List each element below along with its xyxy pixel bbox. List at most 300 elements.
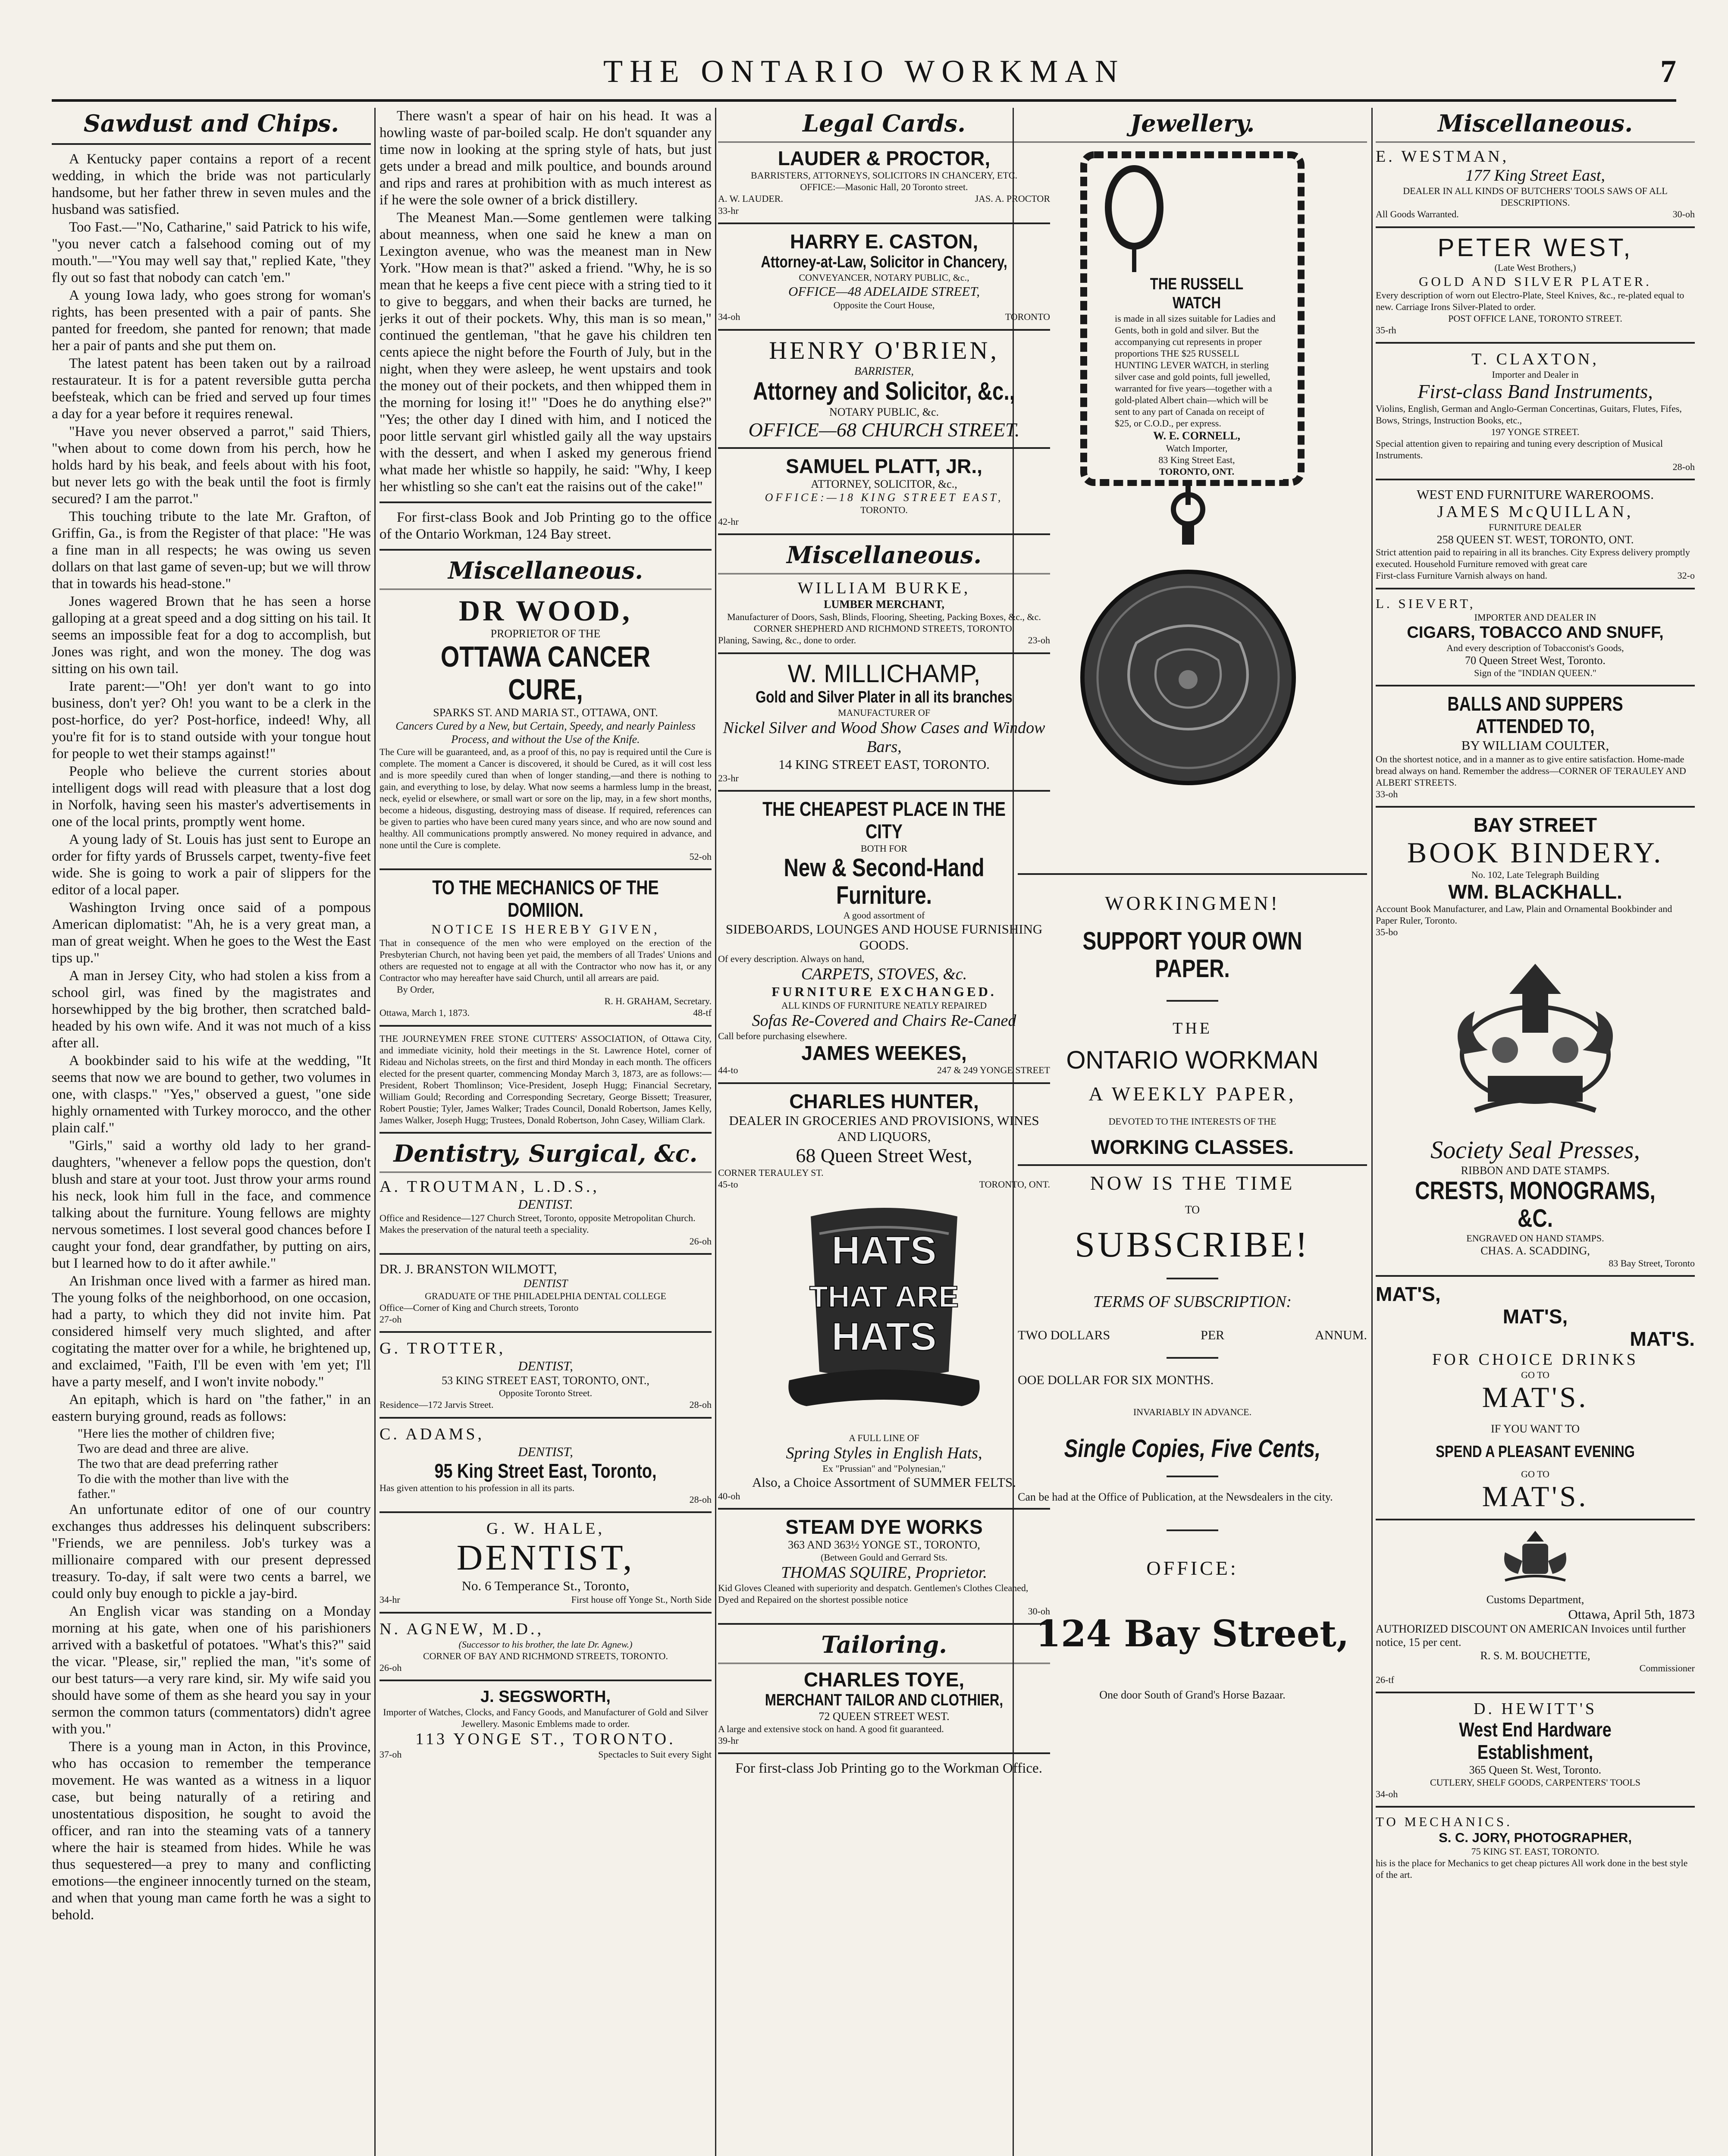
ad-code: 33-hr — [718, 205, 739, 216]
ad-address: 363 AND 363½ YONGE ST., TORONTO, — [788, 1539, 980, 1551]
divider — [379, 1417, 712, 1419]
ad-line: BARRISTERS, ATTORNEYS, SOLICITORS IN CHANCERY, ETC. — [751, 170, 1017, 181]
column-rule — [374, 108, 376, 2156]
ad-address: 72 QUEEN STREET WEST. — [819, 1710, 950, 1723]
ad-body: And every description of Tobacconist's Goods, — [1446, 642, 1624, 653]
ad-line: FURNITURE EXCHANGED. — [771, 984, 997, 999]
ad-line: A good assortment of — [843, 910, 925, 921]
divider — [718, 652, 1050, 654]
ad-coulter — [1376, 693, 1695, 800]
column-4 — [1018, 108, 1367, 2156]
ad-name: E. WESTMAN, — [1376, 147, 1509, 166]
ad-line: NOTARY PUBLIC, &c. — [829, 406, 939, 418]
ad-line: JAS. A. PROCTOR — [975, 193, 1050, 204]
ad-code: 27-oh — [379, 1314, 402, 1325]
ad-troutman — [379, 1177, 712, 1247]
ad-line: BY WILLIAM COULTER, — [1461, 738, 1609, 753]
ad-address: 70 Queen Street West, Toronto. — [1465, 654, 1606, 667]
ad-signature: R. S. M. BOUCHETTE, — [1480, 1649, 1590, 1662]
terms-row — [1018, 1327, 1367, 1344]
epitaph-line: To die with the mother than live with the — [78, 1472, 289, 1486]
ad-name: CHARLES HUNTER, — [789, 1090, 979, 1112]
divider — [718, 1663, 1050, 1664]
ad-line: All Goods Warranted. — [1376, 209, 1459, 219]
section-heading: Dentistry, Surgical, &c. — [393, 1140, 698, 1167]
ad-line: Planing, Sawing, &c., done to order. — [718, 635, 856, 646]
article-paragraph: Irate parent:—"Oh! yer don't want to go into business, don't yer? Oh! you want to be a clerk in the post-horfice, do yer? Post-horfice, indeed! Why, all you're fit for is to stand outside with your tongue hout for people to wet their stamps against!" — [52, 679, 371, 761]
ad-jory — [1376, 1814, 1695, 1880]
promo-line: TERMS OF SUBSCRIPTION: — [1093, 1293, 1292, 1311]
epitaph-line: Two are dead and three are alive. — [78, 1442, 249, 1456]
article-paragraph: An Irishman once lived with a farmer as hired man. The young folks of the neighborhood, on one occasion, had a party, to which they did not invite him. Pat considered himself very much slighted, and after cogitating the matter over for a while, he brightened up, and exclaimed, "Faith, I'll be even with 'em yet; I'll have a party meself, and I won't invite nobody." — [52, 1273, 371, 1390]
divider — [718, 533, 1050, 535]
divider — [1376, 685, 1695, 686]
ad-segsworth — [379, 1687, 712, 1761]
ad-code: 39-hr — [718, 1735, 739, 1746]
divider — [1167, 1529, 1218, 1531]
ad-address: OFFICE:—18 KING STREET EAST, — [765, 491, 1004, 504]
ad-line: Nickel Silver and Wood Show Cases and Window Bars, — [723, 719, 1045, 756]
divider — [1167, 1000, 1218, 1002]
ad-line: PROPRIETOR OF THE — [490, 627, 601, 640]
ad-headline: BALLS AND SUPPERS ATTENDED TO, — [1447, 693, 1623, 737]
ad-code: 40-oh — [718, 1491, 740, 1501]
ad-steam-dye — [718, 1516, 1050, 1617]
article-paragraph: "Have you never observed a parrot," said Thiers, "when about to come down from his perch, how he holds hard by his beak, and feels about with his foot, but never lets go with the beak until the foot is firmly secured? I am the parrot." — [52, 424, 371, 507]
article-paragraph: Too Fast.—"No, Catharine," said Patrick to his wife, "you never catch a falsehood coming out of my mouth."—"You may well say that," replied Kate, "they fly out so fast that nobody can catch 'em." — [52, 219, 371, 285]
ad-line: FURNITURE DEALER — [1489, 522, 1582, 533]
ad-name: THE RUSSELL WATCH — [1150, 275, 1244, 312]
ad-headline: DENTIST, — [456, 1538, 635, 1578]
ad-body: is made in all sizes suitable for Ladies and Gents, both in gold and silver. But the accompanying cut represents in proper proportions THE $25 RUSSELL HUNTING LEVER WATCH, in sterling silver case and gold points, full jewelled, warranted for five years—together with a gold-plated Albert chain—which will be sent to any part of Canada on receipt of $25, or C.O.D., per express. — [1115, 313, 1276, 429]
ad-address: CORNER OF BAY AND RICHMOND STREETS, TORONTO. — [423, 1651, 668, 1661]
ad-line: First house off Yonge St., North Side — [571, 1594, 712, 1605]
promo-line: A WEEKLY PAPER, — [1088, 1083, 1296, 1105]
ad-body: The Cure will be guaranteed, and, as a proof of this, no pay is required until the Cure is complete. The moment a Cancer is discovered, it should be Cured, as it will cost less and is more speedily cured than when of longer standing,—and there is nothing to gain, and everything to lose, by delay. What now seems a harmless lump in the breast, neck, eyelid or elsewhere, or small wart or sore on the lip, may, in a few short months, become a hideous, disgusting, destroying mass of disease. If required, references can be given to parties who have been cured many years since, and who are now sound and healthy. All communications promptly answered. No money required in advance, and none until the Cure is complete. — [379, 746, 712, 850]
ad-body: DEALER IN ALL KINDS OF BUTCHERS' TOOLS SAWS OF ALL DESCRIPTIONS. — [1403, 185, 1668, 208]
divider — [718, 329, 1050, 331]
ad-line: Of every description. Always on hand, — [718, 953, 865, 964]
ad-headline: MAT'S, — [1376, 1283, 1441, 1305]
seal-press-emblem-illustration — [1423, 946, 1647, 1128]
ad-claxton — [1376, 350, 1695, 473]
ad-headline: Society Seal Presses, — [1430, 1136, 1640, 1164]
ad-hewitt — [1376, 1699, 1695, 1800]
divider — [379, 1331, 712, 1333]
epitaph-line: father." — [78, 1487, 116, 1501]
ad-line: Opposite Toronto Street. — [499, 1388, 593, 1398]
royal-arms-icon — [1492, 1526, 1578, 1587]
promo-line: WORKINGMEN! — [1105, 892, 1280, 914]
ad-address: 68 Queen Street West, — [796, 1144, 972, 1166]
ad-headline: WEST END FURNITURE WAREROOMS. — [1417, 487, 1654, 502]
ad-address: 247 & 249 YONGE STREET — [937, 1065, 1050, 1075]
article-paragraph: An unfortunate editor of one of our country exchanges thus addresses his delinquent subscribers: "Friends, we are penniless. Job's turkey was a millionaire compared with our present depressed treasury. To-day, if salt were two cents a barrel, we could only buy enough to pickle a jay-bird. — [52, 1502, 371, 1601]
page-header-title: THE ONTARIO WORKMAN — [603, 54, 1125, 89]
column-rule — [715, 108, 716, 2156]
divider — [379, 1172, 712, 1173]
term-text: TWO DOLLARS — [1018, 1328, 1110, 1342]
ad-code: 30-oh — [1028, 1606, 1050, 1617]
promo-line: NOW IS THE TIME — [1090, 1172, 1295, 1194]
ad-line: By Order, — [397, 984, 435, 995]
article-paragraph: A young lady of St. Louis has just sent to Europe an order for fifty yards of Brussels carpet, twenty-five feet wide. She is going to work a pair of slippers for the editor of a local paper. — [52, 832, 371, 898]
ad-name: LAUDER & PROCTOR, — [778, 147, 991, 169]
ad-code: 34-oh — [1376, 1789, 1398, 1799]
ad-name: W. MILLICHAMP, — [787, 660, 981, 688]
ad-body: Special attention given to repairing and tuning every description of Musical Instruments. — [1376, 438, 1663, 461]
ad-name: WILLIAM BURKE, — [797, 579, 971, 597]
article-paragraph: An English vicar was standing on a Monday morning at his gate, when one of his parishioners arrived with a basketful of potatoes. "What's this?" said the vicar. "Please, sir," replied the man, "it's some of our best taturs—a very rare kind, sir. My wife said you should have some of them as she heard you say in your sermon the common taturs (commentators) didn't agree with you." — [52, 1604, 371, 1737]
ad-line: GRADUATE OF THE PHILADELPHIA DENTAL COLLEGE — [425, 1291, 666, 1301]
ad-line: A FULL LINE OF — [849, 1432, 919, 1443]
ad-body: Violins, English, German and Anglo-German Concertinas, Guitars, Flutes, Fifes, Bows, Strings, Instruction Books, etc., — [1376, 403, 1682, 426]
section-heading: Legal Cards. — [803, 110, 966, 137]
column-1 — [52, 108, 371, 2156]
ad-headline: Gold and Silver Plater in all its branches — [756, 688, 1013, 706]
ad-line: Also, a Choice Assortment of SUMMER FELTS. — [752, 1475, 1016, 1490]
ad-headline: MAT'S. — [1630, 1328, 1695, 1350]
ad-caston — [718, 230, 1050, 323]
ad-mcquillan — [1376, 486, 1695, 582]
ad-body: A large and extensive stock on hand. A good fit guaranteed. — [718, 1724, 944, 1734]
article-paragraph: A young Iowa lady, who goes strong for woman's rights, has been presented with a pair of pants. She panted for freedom, she panted for renown; that made her a pair of pants and she put them on. — [52, 288, 371, 354]
ad-line: TORONTO, ONT. — [1159, 466, 1235, 477]
ad-line: Sofas Re-Covered and Chairs Re-Caned — [752, 1012, 1016, 1030]
ad-address: OFFICE—68 CHURCH STREET. — [748, 419, 1020, 441]
ad-name: T. CLAXTON, — [1471, 350, 1599, 368]
section-heading: Tailoring. — [821, 1631, 947, 1658]
article-paragraph: The Meanest Man.—Some gentlemen were talking about meanness, when one said he knew a man on Lexington avenue, who was the meanest man in New York. "How mean is that?" asked a friend. "Why, he is so mean that he keeps a five cent piece with a string tied to it to give to beggars, and when their backs are turned, he jerks it out of their pockets. Why, this man is so mean," continued the gentleman, "that he gave his children ten cents apiece the night before the Fourth of July, but in the night, when they were asleep, he went upstairs and took the money out of their pockets, and then whipped them in the morning for losing it!" "Does he do anything else?" "Yes; the other day I dined with him, and I noticed the poor little servant girl whistled gaily all the way upstairs with the dessert, and when I asked my generous friend what made her whistle so happily, he said: "Why, I keep her whistling so she can't eat the raisins out of the cake!" — [379, 210, 712, 495]
ad-lauder-proctor — [718, 147, 1050, 216]
ad-code: 26-oh — [689, 1236, 712, 1247]
divider — [718, 1082, 1050, 1084]
ad-address: OFFICE—48 ADELAIDE STREET, — [788, 284, 980, 299]
article-paragraph: People who believe the current stories about intelligent dogs will read with pleasure that a lost dog in Norfolk, having seen his master's advertisements in one of the local prints, promptly went home. — [52, 764, 371, 830]
ad-name: CHARLES TOYE, — [803, 1668, 965, 1691]
watch-ad-text — [1110, 272, 1283, 480]
ad-headline: MERCHANT TAILOR AND CLOTHIER, — [765, 1691, 1004, 1709]
ad-body: Office—Corner of King and Church streets, Toronto — [379, 1302, 579, 1313]
divider — [1376, 141, 1695, 143]
ad-headline: Attorney-at-Law, Solicitor in Chancery, — [761, 253, 1007, 271]
promo-line: DEVOTED TO THE INTERESTS OF THE — [1108, 1116, 1276, 1127]
divider — [1376, 1692, 1695, 1693]
article-paragraph: "Girls," said a worthy old lady to her grand-daughters, "whenever a fellow pops the question, don't blush and stare at your toot. Just throw your arms round his neck, look him full in the face, and commence talking about the furniture. Young fellows are mighty nervous sometimes. I lost several good chances before I caught your fond, dear grandfather, by putting on airs, but I learned how to do it after awhile." — [52, 1138, 371, 1271]
promo-headline: Single Copies, Five Cents, — [1064, 1435, 1321, 1463]
ad-code: 32-o — [1677, 570, 1695, 581]
ad-line: GO TO — [1521, 1469, 1549, 1479]
ad-body: Strict attention paid to repairing in all its branches. City Express delivery promptly executed. Household Furniture removed with great care — [1376, 547, 1690, 569]
ad-name: D. HEWITT'S — [1473, 1700, 1597, 1718]
ad-date: Ottawa, April 5th, 1873 — [1568, 1607, 1695, 1622]
divider — [379, 1612, 712, 1614]
article-paragraph: Jones wagered Brown that he has seen a horse galloping at a great speed and a dog sitting on his tail. It seems an impossible feat for a dog to accomplish, but Jones was right, and won the money. The dog was sitting on his own tail. — [52, 594, 371, 677]
hat-word: HATS — [831, 1228, 937, 1272]
divider — [718, 1508, 1050, 1510]
divider — [718, 222, 1050, 224]
printing-notice: For first-class Job Printing go to the Workman Office. — [735, 1761, 1042, 1776]
ad-headline: Spring Styles in English Hats, — [786, 1444, 982, 1462]
ad-hale — [379, 1519, 712, 1606]
divider — [1018, 141, 1367, 143]
ad-address: 113 YONGE ST., TORONTO. — [415, 1730, 676, 1748]
section-heading: Sawdust and Chips. — [83, 110, 339, 137]
ad-line: Commissioner — [1639, 1663, 1695, 1673]
ad-wilmott — [379, 1261, 712, 1325]
ad-address: 14 KING STREET EAST, TORONTO. — [778, 757, 990, 772]
ad-line: IMPORTER AND DEALER IN — [1474, 612, 1596, 623]
ad-line: BOTH FOR — [860, 843, 908, 854]
article-paragraph: A bookbinder said to his wife at the wedding, "It seems that now we are bound to gether, two volumes in one, with clasps." "Yes," observed a guest, "one side highly ornamented with Turkey morocco, and the other plain calf." — [52, 1053, 371, 1136]
term-text: ANNUM. — [1315, 1328, 1367, 1342]
divider — [1376, 588, 1695, 589]
top-hat-illustration — [781, 1199, 988, 1423]
ad-body: That in consequence of the men who were employed on the erection of the Presbyterian Church, not having been yet paid, the members of all Trades' Unions and others are requested not to engage at all with the Contractor who now has it, or any Contractor who may hereafter have said Church, until all arrears are paid. — [379, 937, 712, 983]
ad-headline: New & Second-Hand Furniture. — [784, 854, 985, 909]
ad-code: 28-oh — [689, 1494, 712, 1505]
ad-body: On the shortest notice, and in a manner as to give entire satisfaction. Home-made bread always on hand. Remember the address—CORNER OF TERAULEY AND ALBERT STREETS. — [1376, 754, 1686, 788]
ad-line: (Successor to his brother, the late Dr. Agnew.) — [458, 1639, 633, 1650]
ad-obrien — [718, 337, 1050, 441]
ad-millichamp — [718, 660, 1050, 784]
ad-trotter — [379, 1339, 712, 1411]
ad-toye — [718, 1668, 1050, 1746]
ad-body: Every description of worn out Electro-Plate, Steel Knives, &c., re-plated equal to new. Carriage Irons Silver-Plated to order. — [1376, 290, 1684, 312]
ad-address: 95 King Street East, Toronto, — [434, 1460, 657, 1482]
subscription-promo — [1018, 892, 1367, 1702]
promo-title: ONTARIO WORKMAN — [1066, 1046, 1319, 1074]
article-paragraph: The latest patent has been taken out by a railroad restaurateur. It is for a patent reversible gutta percha beefsteak, which can be fried and served up four times a day for a year before it requires renewal. — [52, 356, 371, 422]
ad-dr-wood — [379, 594, 712, 862]
ad-body: DEALER IN GROCERIES AND PROVISIONS, WINES AND LIQUORS, — [729, 1113, 1039, 1144]
ad-name: G. W. HALE, — [486, 1520, 605, 1538]
ad-stone-cutters: THE JOURNEYMEN FREE STONE CUTTERS' ASSOCIATION, of Ottawa City, and immediate vicinity, hold their meetings in the St. Lawrence Hotel, corner of Rideau and Nicholas streets, on the first and third Monday in each month. The officers elected for the present quarter, commencing Monday March 3, 1873, are as follows:—President, Robert Thomlinson; Vice-President, Joseph Hugg; Financial Secretary, William Gould; Recording and Corresponding Secretary, George Bissett; Treasurer, Robert Poustie; Tyler, James Walker; Trades Council, Donald Robertson, James Kelly, James Walker, Joseph Hugg; Trustees, Donald Robertson, John Casey, William Clark. — [379, 1033, 712, 1125]
divider — [379, 1132, 712, 1134]
ad-name: N. AGNEW, M.D., — [379, 1620, 544, 1638]
ad-name: PETER WEST, — [1437, 234, 1633, 262]
ad-hunter — [718, 1090, 1050, 1191]
ad-name: DR. J. BRANSTON WILMOTT, — [379, 1261, 557, 1276]
ad-code: 35-rh — [1376, 325, 1396, 335]
ad-line: ENGRAVED ON HAND STAMPS. — [1466, 1233, 1604, 1244]
divider — [1167, 1476, 1218, 1477]
ad-name: DR WOOD, — [459, 594, 632, 627]
ad-line: DENTIST, — [518, 1444, 573, 1459]
ad-code: 26-tf — [1376, 1674, 1394, 1685]
ad-code: 28-oh — [689, 1399, 712, 1410]
divider — [379, 549, 712, 551]
ad-line: ALL KINDS OF FURNITURE NEATLY REPAIRED — [781, 1000, 987, 1011]
ad-headline: TO MECHANICS. — [1376, 1814, 1512, 1829]
article-paragraph: There wasn't a spear of hair on his head. It was a howling waste of par-boiled scalp. He don't squander any time now in looking at the spring style of hats, but just gets under a bread and milk poultice, and bounds around and rips and rares at prohibition with as much interest as if he were the sole owner of a brick distillery. — [379, 108, 712, 208]
divider — [379, 1025, 712, 1027]
ad-line: CONVEYANCER, NOTARY PUBLIC, &c., — [799, 272, 969, 283]
ad-body: his is the place for Mechanics to get cheap pictures All work done in the best style of the art. — [1376, 1858, 1688, 1880]
ad-code: 48-tf — [693, 1007, 712, 1018]
ad-body: Has given attention to his profession in all its parts. — [379, 1482, 575, 1493]
ad-burke — [718, 579, 1050, 646]
ad-address: 258 QUEEN ST. WEST, TORONTO, ONT. — [1436, 533, 1634, 546]
ad-name: HENRY O'BRIEN, — [769, 336, 999, 364]
ad-line: Opposite the Court House, — [833, 300, 935, 310]
ad-name: SAMUEL PLATT, JR., — [786, 455, 982, 477]
divider — [379, 1253, 712, 1255]
promo-headline: SUBSCRIBE! — [1075, 1225, 1310, 1265]
divider — [718, 141, 1050, 143]
ad-code: 33-oh — [1376, 789, 1398, 799]
promo-line: TO — [1185, 1203, 1200, 1216]
ad-headline: TO THE MECHANICS OF THE DOMIION. — [432, 876, 659, 921]
ad-line: TORONTO, ONT. — [979, 1179, 1050, 1190]
ad-line: Sign of the "INDIAN QUEEN." — [1474, 667, 1596, 678]
ad-headline: CIGARS, TOBACCO AND SNUFF, — [1407, 624, 1664, 642]
article-paragraph: A Kentucky paper contains a report of a recent wedding, in which the bride was not particularly handsome, but her father threw in seven mules and the husband was satisfied. — [52, 151, 371, 217]
divider — [379, 1511, 712, 1513]
ad-code: 23-oh — [1028, 635, 1050, 646]
section-heading: Miscellaneous. — [786, 541, 982, 569]
divider — [379, 501, 712, 503]
ad-address: 177 King Street East, — [1465, 166, 1605, 185]
ad-headline: West End Hardware Establishment, — [1459, 1718, 1612, 1763]
ad-headline: First-class Band Instruments, — [1418, 380, 1653, 402]
article-paragraph: This touching tribute to the late Mr. Grafton, of Griffin, Ga., is from the Register of that place: "He was a fine man in all respects; he was owing us seven dollars on that last game of seven-up; but we will throw that in towards his head-stone." — [52, 509, 371, 592]
ad-address: 53 KING STREET EAST, TORONTO, ONT., — [442, 1374, 649, 1387]
ad-code: 26-oh — [379, 1662, 402, 1673]
terms-row — [1018, 1372, 1367, 1389]
ad-line: DENTIST. — [518, 1197, 573, 1212]
hat-word: HATS — [831, 1315, 937, 1359]
ad-line: First-class Furniture Varnish always on hand. — [1376, 570, 1547, 581]
epitaph-line: "Here lies the mother of children five; — [78, 1426, 275, 1441]
ad-code: 52-oh — [689, 851, 712, 862]
printing-notice: For first-class Book and Job Printing go to the office of the Ontario Workman, 124 Bay street. — [379, 510, 712, 542]
divider — [379, 1680, 712, 1681]
ad-line: CORNER TERAULEY ST. — [718, 1167, 824, 1178]
article-paragraph: Washington Irving once said of a pompous American diplomatist: "Ah, he is a very great man, a man of great weight. When he goes to the West the East tips up." — [52, 900, 371, 966]
ad-address: No. 6 Temperance St., Toronto, — [461, 1578, 630, 1593]
ad-headline: Attorney and Solicitor, &c., — [753, 377, 1015, 405]
ad-line: (Between Gould and Gerrard Sts. — [821, 1552, 947, 1563]
ad-line: THOMAS SQUIRE, Proprietor. — [781, 1564, 987, 1582]
ad-line: SPEND A PLEASANT EVENING — [1436, 1443, 1635, 1461]
ad-name: MAT'S. — [1482, 1381, 1589, 1413]
promo-line: THE — [1173, 1019, 1212, 1037]
column-3 — [718, 108, 1050, 2156]
ad-address: OFFICE:—Masonic Hall, 20 Toronto street. — [800, 182, 968, 192]
divider — [52, 143, 371, 145]
ad-signature: R. H. GRAHAM, Secretary. — [604, 996, 712, 1006]
ad-line: Watch Importer, — [1166, 443, 1228, 454]
ad-agnew — [379, 1620, 712, 1673]
promo-line: WORKING CLASSES. — [1091, 1136, 1294, 1158]
ad-name: CHAS. A. SCADDING, — [1480, 1244, 1590, 1257]
ad-line: DENTIST — [523, 1277, 568, 1290]
divider — [379, 589, 712, 590]
article-paragraph: There is a young man in Acton, in this Province, who has occasion to remember the temperance movement. He was wanted as a witness in a liquor case, but being naturally of a retiring and unostentatious disposition, he sought to avoid the officer, and ran into the steaming vats of a tannery where the hair is steamed from hides. While he was thus sequestered—a prey to many and conflicting emotions—the engineer innocently turned on the steam, and when that young man came forth he was a sight to behold. — [52, 1739, 371, 1923]
divider — [1376, 479, 1695, 480]
ad-seal-presses — [1376, 946, 1695, 1269]
divider — [1376, 1519, 1695, 1520]
term-text: PER — [1201, 1328, 1225, 1342]
ad-date: Ottawa, March 1, 1873. — [379, 1007, 470, 1018]
ad-address: 197 YONGE STREET. — [1491, 426, 1580, 437]
ad-line: Importer and Dealer in — [1492, 369, 1579, 380]
ad-westman — [1376, 147, 1695, 220]
hat-word: THAT ARE — [809, 1280, 959, 1313]
ad-body: CUTLERY, SHELF GOODS, CARPENTERS' TOOLS — [1430, 1777, 1641, 1788]
ad-line: (Late West Brothers,) — [1494, 262, 1576, 273]
ad-body: Kid Gloves Cleaned with superiority and despatch. Gentlemen's Clothes Cleaned, Dyed and Repaired on the shortest possible notice — [718, 1583, 1029, 1605]
promo-line: SUPPORT YOUR OWN PAPER. — [1082, 927, 1302, 983]
ad-headline: BOOK BINDERY. — [1407, 836, 1664, 869]
ad-headline: THE CHEAPEST PLACE IN THE CITY — [762, 798, 1006, 843]
divider — [1167, 1278, 1218, 1279]
ad-line: SIDEBOARDS, LOUNGES AND HOUSE FURNISHING GOODS. — [725, 921, 1043, 953]
promo-line: One door South of Grand's Horse Bazaar. — [1099, 1689, 1286, 1701]
divider — [1376, 1275, 1695, 1277]
ad-line: MANUFACTURER OF — [837, 707, 931, 718]
ad-headline: CRESTS, MONOGRAMS, &C. — [1415, 1177, 1656, 1232]
divider — [1376, 1806, 1695, 1808]
ad-address: No. 102, Late Telegraph Building — [1471, 869, 1599, 880]
ad-address: 365 Queen St. West, Toronto. — [1469, 1764, 1602, 1776]
ad-address: 75 KING ST. EAST, TORONTO. — [1471, 1846, 1599, 1857]
ad-headline: BAY STREET — [1473, 814, 1597, 836]
ad-line: A. W. LAUDER. — [718, 193, 783, 204]
promo-line: INVARIABLY IN ADVANCE. — [1133, 1407, 1252, 1417]
promo-address: 124 Bay Street, — [1035, 1612, 1349, 1655]
ad-line: NOTICE IS HEREBY GIVEN, — [431, 921, 660, 937]
divider — [718, 790, 1050, 792]
ad-name: S. C. JORY, PHOTOGRAPHER, — [1439, 1830, 1632, 1845]
ad-line: FOR CHOICE DRINKS — [1432, 1351, 1638, 1369]
divider — [1376, 226, 1695, 228]
divider — [379, 868, 712, 870]
ad-line: TORONTO — [1005, 311, 1050, 322]
divider — [718, 1752, 1050, 1754]
term-text: OOE DOLLAR FOR SIX MONTHS. — [1018, 1373, 1214, 1387]
divider — [1167, 1357, 1218, 1359]
ad-line: GO TO — [1521, 1369, 1549, 1380]
divider — [1376, 806, 1695, 808]
ad-line: CARPETS, STOVES, &c. — [801, 965, 967, 983]
ad-name: C. ADAMS, — [379, 1425, 484, 1443]
ad-line: Residence—172 Jarvis Street. — [379, 1399, 494, 1410]
ad-code: 45-to — [718, 1179, 738, 1190]
ad-name: A. TROUTMAN, L.D.S., — [379, 1178, 599, 1196]
ad-address: 83 Bay Street, Toronto — [1609, 1258, 1695, 1269]
ad-code: 30-oh — [1672, 209, 1695, 219]
ad-code: 44-to — [718, 1065, 738, 1075]
ad-code: 35-bo — [1376, 927, 1398, 937]
ad-furniture — [718, 798, 1050, 1076]
ad-name: HARRY E. CASTON, — [790, 230, 978, 253]
ad-mechanics-notice — [379, 876, 712, 1019]
ad-body: Manufacturer of Doors, Sash, Blinds, Flooring, Sheeting, Packing Boxes, &c., &c. — [727, 611, 1041, 622]
divider — [718, 447, 1050, 449]
ad-name: STEAM DYE WORKS — [785, 1516, 983, 1538]
ad-name: JAMES WEEKES, — [801, 1042, 967, 1064]
ad-mats — [1376, 1283, 1695, 1513]
ad-line: Call before purchasing elsewhere. — [718, 1031, 847, 1041]
masthead — [52, 52, 1676, 102]
article-paragraph: A man in Jersey City, who had stolen a kiss from a school girl, was fined by the magistrates and horsewhipped by the big brother, then scratched bald-headed by his own wife. And it was not much of a kiss after all. — [52, 968, 371, 1051]
ad-line: W. E. CORNELL, — [1153, 429, 1241, 442]
ad-customs — [1376, 1526, 1695, 1686]
ad-address: SPARKS ST. AND MARIA ST., OTTAWA, ONT. — [433, 706, 658, 719]
ad-code: 34-oh — [718, 311, 740, 322]
